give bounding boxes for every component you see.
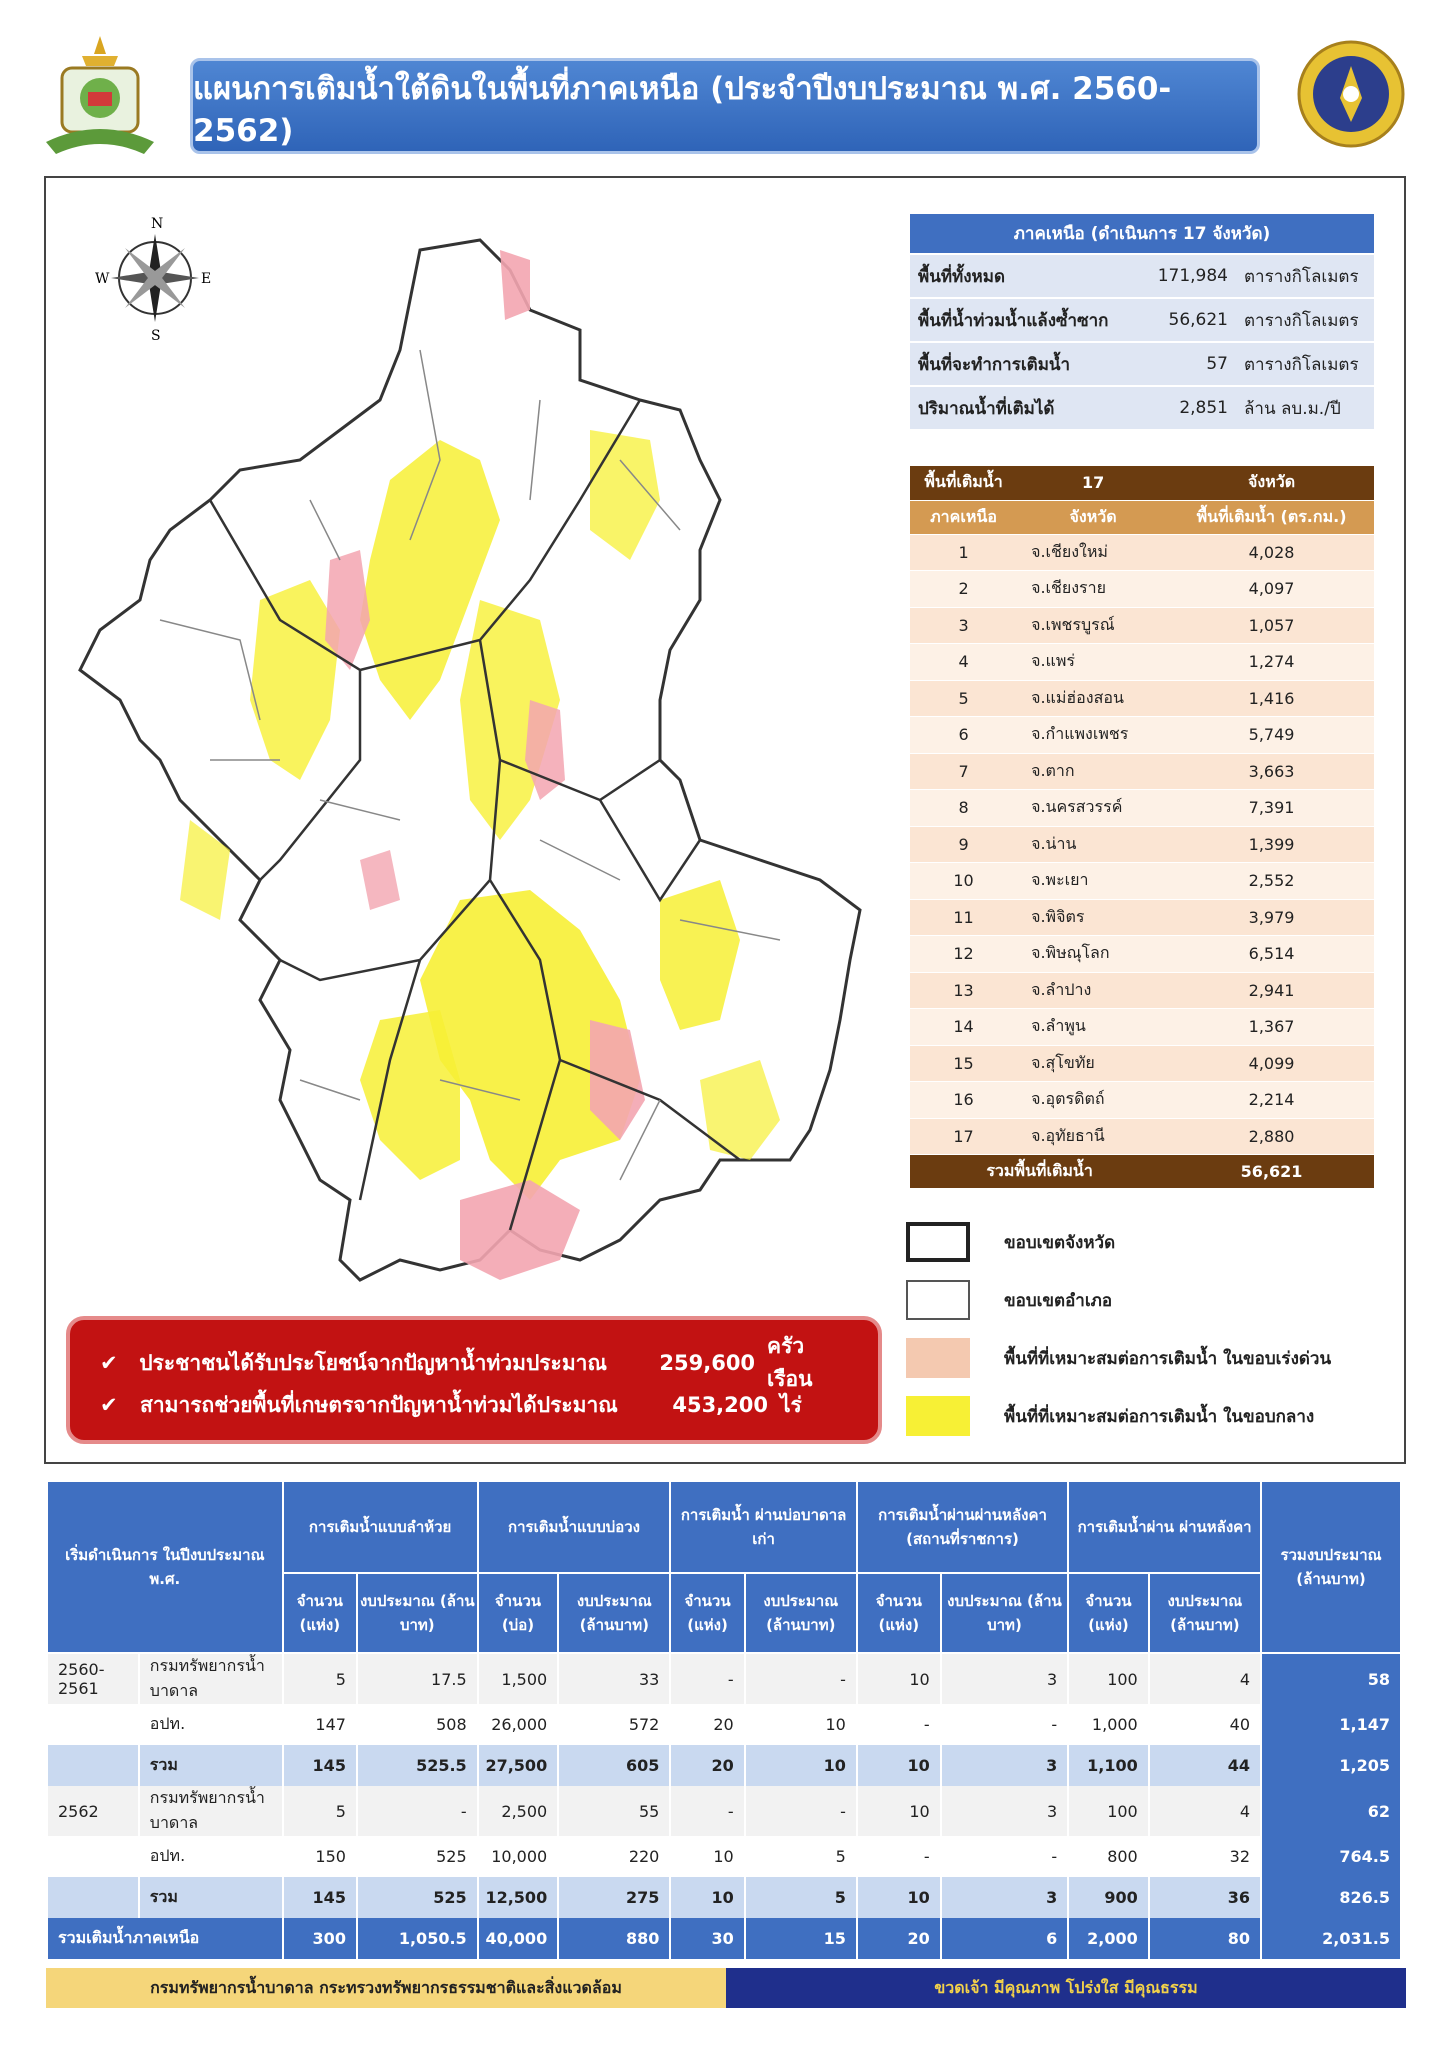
budget-cell: 1,100 <box>1068 1745 1149 1786</box>
budget-subhead: จำนวน (แห่ง) <box>670 1573 744 1653</box>
budget-row <box>47 1653 1401 1704</box>
budget-cell: 3 <box>941 1745 1069 1786</box>
budget-cell: 10 <box>857 1877 941 1918</box>
budget-cell: 3 <box>941 1877 1069 1918</box>
footer-department: กรมทรัพยากรน้ำบาดาล กระทรวงทรัพยากรธรรมชาติและสิ่งแวดล้อม <box>46 1968 726 2008</box>
province-no: 11 <box>910 899 1017 936</box>
legend-medium-suitability: พื้นที่ที่เหมาะสมต่อการเติมน้ำ ในขอบกลาง <box>906 1396 1314 1436</box>
province-row <box>910 717 1374 754</box>
province-name: จ.แม่ฮ่องสอน <box>1017 680 1169 717</box>
budget-row-total: 62 <box>1261 1786 1401 1836</box>
legend-swatch-province <box>906 1222 970 1262</box>
budget-cell: 100 <box>1068 1653 1149 1704</box>
budget-cell: 4 <box>1149 1786 1261 1836</box>
province-header-count: 17 <box>1017 466 1169 500</box>
budget-row <box>47 1786 1401 1836</box>
budget-cell: 10 <box>857 1653 941 1704</box>
col-province: จังหวัด <box>1017 500 1169 534</box>
budget-cell: 20 <box>670 1704 744 1745</box>
province-name: จ.เชียงใหม่ <box>1017 534 1169 571</box>
budget-year <box>47 1745 139 1786</box>
budget-cell: 10 <box>745 1745 857 1786</box>
budget-cell: 5 <box>745 1836 857 1877</box>
province-total-label: รวมพื้นที่เติมน้ำ <box>910 1155 1169 1189</box>
budget-cell: 150 <box>283 1836 357 1877</box>
budget-cell: 36 <box>1149 1877 1261 1918</box>
province-name: จ.พิษณุโลก <box>1017 936 1169 973</box>
province-row <box>910 936 1374 973</box>
province-name: จ.ตาก <box>1017 753 1169 790</box>
province-no: 2 <box>910 571 1017 608</box>
province-row <box>910 644 1374 681</box>
province-no: 4 <box>910 644 1017 681</box>
page-title: แผนการเติมน้ำใต้ดินในพื้นที่ภาคเหนือ (ประจำปีงบประมาณ พ.ศ. 2560-2562) <box>190 58 1260 154</box>
province-name: จ.พิจิตร <box>1017 899 1169 936</box>
budget-agency: อปท. <box>139 1836 283 1877</box>
budget-subhead: งบประมาณ (ล้านบาท) <box>745 1573 857 1653</box>
budget-cell: 1,050.5 <box>357 1918 478 1959</box>
budget-cell: 145 <box>283 1745 357 1786</box>
province-no: 15 <box>910 1045 1017 1082</box>
budget-group: การเติมน้ำ ผ่านบ่อบาดาลเก่า <box>670 1481 857 1573</box>
budget-cell: 100 <box>1068 1786 1149 1836</box>
province-area: 6,514 <box>1169 936 1374 973</box>
province-no: 7 <box>910 753 1017 790</box>
budget-cell: 30 <box>670 1918 744 1959</box>
province-no: 3 <box>910 607 1017 644</box>
province-no: 9 <box>910 826 1017 863</box>
budget-cell: 17.5 <box>357 1653 478 1704</box>
budget-agency: รวม <box>139 1745 283 1786</box>
budget-cell: 20 <box>670 1745 744 1786</box>
compass-rose-icon <box>95 212 215 342</box>
province-area: 1,416 <box>1169 680 1374 717</box>
budget-cell: - <box>745 1653 857 1704</box>
province-area: 2,941 <box>1169 972 1374 1009</box>
province-no: 16 <box>910 1082 1017 1119</box>
compass-east: E <box>201 271 212 287</box>
province-total-value: 56,621 <box>1169 1155 1374 1189</box>
budget-row-total: 826.5 <box>1261 1877 1401 1918</box>
budget-subhead: จำนวน (แห่ง) <box>857 1573 941 1653</box>
legend-swatch-district <box>906 1280 970 1320</box>
province-name: จ.อุตรดิตถ์ <box>1017 1082 1169 1119</box>
province-row <box>910 863 1374 900</box>
province-area: 3,663 <box>1169 753 1374 790</box>
budget-agency: กรมทรัพยากรน้ำบาดาล <box>139 1786 283 1836</box>
province-name: จ.กำแพงเพชร <box>1017 717 1169 754</box>
province-no: 10 <box>910 863 1017 900</box>
budget-subhead: งบประมาณ (ล้านบาท) <box>357 1573 478 1653</box>
benefit-row-households: ✔ ประชาชนได้รับประโยชน์จากปัญหาน้ำท่วมประมาณ 259,600 ครัวเรือน <box>100 1334 813 1391</box>
budget-cell: 55 <box>558 1786 670 1836</box>
summary-row: ปริมาณน้ำที่เติมได้ 2,851 ล้าน ลบ.ม./ปี <box>910 386 1374 430</box>
province-area: 2,552 <box>1169 863 1374 900</box>
compass-north: N <box>151 216 164 232</box>
department-seal-logo <box>1296 36 1406 152</box>
province-name: จ.น่าน <box>1017 826 1169 863</box>
budget-cell: - <box>941 1704 1069 1745</box>
budget-cell: 10,000 <box>478 1836 559 1877</box>
budget-row-total: 764.5 <box>1261 1836 1401 1877</box>
budget-cell: - <box>857 1704 941 1745</box>
checkmark-icon: ✔ <box>100 1351 118 1375</box>
budget-subhead: งบประมาณ (ล้านบาท) <box>558 1573 670 1653</box>
budget-cell: 800 <box>1068 1836 1149 1877</box>
budget-cell: - <box>857 1836 941 1877</box>
province-row <box>910 534 1374 571</box>
budget-cell: - <box>670 1653 744 1704</box>
province-header-unit: จังหวัด <box>1169 466 1374 500</box>
budget-cell: 44 <box>1149 1745 1261 1786</box>
budget-row <box>47 1704 1401 1745</box>
budget-cell: 4 <box>1149 1653 1261 1704</box>
budget-cell: 145 <box>283 1877 357 1918</box>
budget-agency: อปท. <box>139 1704 283 1745</box>
province-no: 13 <box>910 972 1017 1009</box>
budget-cell: - <box>745 1786 857 1836</box>
budget-year <box>47 1836 139 1877</box>
budget-group: การเติมน้ำแบบลำห้วย <box>283 1481 478 1573</box>
province-row <box>910 1009 1374 1046</box>
province-no: 17 <box>910 1118 1017 1155</box>
budget-subhead: จำนวน (บ่อ) <box>478 1573 559 1653</box>
compass-south: S <box>151 328 161 342</box>
province-name: จ.สุโขทัย <box>1017 1045 1169 1082</box>
legend-swatch-yellow <box>906 1396 970 1436</box>
legend-swatch-pink <box>906 1338 970 1378</box>
budget-cell: 508 <box>357 1704 478 1745</box>
province-name: จ.นครสวรรค์ <box>1017 790 1169 827</box>
budget-cell: 40 <box>1149 1704 1261 1745</box>
budget-year <box>47 1704 139 1745</box>
benefits-box <box>66 1316 882 1444</box>
province-header-label: พื้นที่เติมน้ำ <box>910 466 1017 500</box>
province-row <box>910 1118 1374 1155</box>
budget-row <box>47 1877 1401 1918</box>
province-area: 2,880 <box>1169 1118 1374 1155</box>
checkmark-icon: ✔ <box>100 1393 118 1417</box>
province-no: 6 <box>910 717 1017 754</box>
province-area: 7,391 <box>1169 790 1374 827</box>
budget-cell: 1,000 <box>1068 1704 1149 1745</box>
province-area: 2,214 <box>1169 1082 1374 1119</box>
province-area: 1,274 <box>1169 644 1374 681</box>
budget-subhead: จำนวน (แห่ง) <box>283 1573 357 1653</box>
budget-group: การเติมน้ำผ่านผ่านหลังคา (สถานที่ราชการ) <box>857 1481 1068 1573</box>
budget-group: การเติมน้ำผ่าน ผ่านหลังคา <box>1068 1481 1261 1573</box>
budget-row-total: 58 <box>1261 1653 1401 1704</box>
province-row <box>910 571 1374 608</box>
budget-cell: 33 <box>558 1653 670 1704</box>
budget-cell: 2,500 <box>478 1786 559 1836</box>
province-row <box>910 607 1374 644</box>
budget-cell: 40,000 <box>478 1918 559 1959</box>
budget-subhead: จำนวน (แห่ง) <box>1068 1573 1149 1653</box>
province-name: จ.พะเยา <box>1017 863 1169 900</box>
budget-cell: 10 <box>670 1877 744 1918</box>
province-row <box>910 899 1374 936</box>
province-area: 4,099 <box>1169 1045 1374 1082</box>
province-no: 14 <box>910 1009 1017 1046</box>
province-row <box>910 680 1374 717</box>
budget-cell: 220 <box>558 1836 670 1877</box>
province-no: 1 <box>910 534 1017 571</box>
budget-cell: 5 <box>745 1877 857 1918</box>
province-recharge-table <box>910 466 1374 1189</box>
budget-row <box>47 1836 1401 1877</box>
budget-subhead: งบประมาณ (ล้านบาท) <box>941 1573 1069 1653</box>
budget-cell: 20 <box>857 1918 941 1959</box>
budget-subhead: งบประมาณ (ล้านบาท) <box>1149 1573 1261 1653</box>
province-name: จ.ลำปาง <box>1017 972 1169 1009</box>
budget-cell: 32 <box>1149 1836 1261 1877</box>
budget-cell: 3 <box>941 1653 1069 1704</box>
budget-row-total: 2,031.5 <box>1261 1918 1401 1959</box>
budget-cell: 12,500 <box>478 1877 559 1918</box>
province-name: จ.เพชรบูรณ์ <box>1017 607 1169 644</box>
budget-cell: 10 <box>857 1745 941 1786</box>
province-no: 8 <box>910 790 1017 827</box>
budget-cell: 3 <box>941 1786 1069 1836</box>
province-row <box>910 790 1374 827</box>
budget-cell: 5 <box>283 1786 357 1836</box>
province-row <box>910 826 1374 863</box>
province-row <box>910 1082 1374 1119</box>
budget-year: 2562 <box>47 1786 139 1836</box>
budget-cell: 27,500 <box>478 1745 559 1786</box>
province-area: 4,097 <box>1169 571 1374 608</box>
budget-group: การเติมน้ำแบบบ่อวง <box>478 1481 671 1573</box>
budget-grand-label: รวมเติมน้ำภาคเหนือ <box>47 1918 283 1959</box>
budget-cell: 2,000 <box>1068 1918 1149 1959</box>
province-area: 5,749 <box>1169 717 1374 754</box>
footer-slogan: ขวดเจ้า มีคุณภาพ โปร่งใส มีคุณธรรม <box>726 1968 1406 2008</box>
budget-cell: 1,500 <box>478 1653 559 1704</box>
legend-district-boundary: ขอบเขตอำเภอ <box>906 1280 1112 1320</box>
budget-cell: - <box>357 1786 478 1836</box>
province-area: 1,367 <box>1169 1009 1374 1046</box>
legend-province-boundary: ขอบเขตจังหวัด <box>906 1222 1115 1262</box>
province-name: จ.อุทัยธานี <box>1017 1118 1169 1155</box>
budget-cell: 10 <box>670 1836 744 1877</box>
budget-cell: 275 <box>558 1877 670 1918</box>
legend-high-suitability: พื้นที่ที่เหมาะสมต่อการเติมน้ำ ในขอบเร่งด่วน <box>906 1338 1331 1378</box>
budget-head-period: เริ่มดำเนินการ ในปีงบประมาณ พ.ศ. <box>47 1481 283 1653</box>
budget-agency: กรมทรัพยากรน้ำบาดาล <box>139 1653 283 1704</box>
ministry-emblem-logo <box>42 32 158 162</box>
province-name: จ.ลำพูน <box>1017 1009 1169 1046</box>
budget-cell: 26,000 <box>478 1704 559 1745</box>
budget-cell: 15 <box>745 1918 857 1959</box>
budget-cell: 525.5 <box>357 1745 478 1786</box>
region-summary-table <box>910 214 1374 431</box>
budget-cell: 900 <box>1068 1877 1149 1918</box>
budget-head-total: รวมงบประมาณ (ล้านบาท) <box>1261 1481 1401 1653</box>
province-no: 12 <box>910 936 1017 973</box>
budget-cell: - <box>941 1836 1069 1877</box>
budget-grand-total-row <box>47 1918 1401 1959</box>
col-no: ภาคเหนือ <box>910 500 1017 534</box>
province-no: 5 <box>910 680 1017 717</box>
budget-cell: 5 <box>283 1653 357 1704</box>
budget-cell: 525 <box>357 1877 478 1918</box>
province-name: จ.เชียงราย <box>1017 571 1169 608</box>
budget-cell: 605 <box>558 1745 670 1786</box>
budget-table <box>46 1480 1402 1959</box>
budget-year: 2560-2561 <box>47 1653 139 1704</box>
province-row <box>910 1045 1374 1082</box>
budget-row-total: 1,147 <box>1261 1704 1401 1745</box>
benefit-row-farmland: ✔ สามารถช่วยพื้นที่เกษตรจากปัญหาน้ำท่วมได้ประมาณ 453,200 ไร่ <box>100 1392 802 1417</box>
province-row <box>910 753 1374 790</box>
budget-row-total: 1,205 <box>1261 1745 1401 1786</box>
summary-row: พื้นที่ทั้งหมด 171,984 ตารางกิโลเมตร <box>910 254 1374 298</box>
budget-agency: รวม <box>139 1877 283 1918</box>
province-area: 3,979 <box>1169 899 1374 936</box>
budget-cell: - <box>670 1786 744 1836</box>
summary-heading: ภาคเหนือ (ดำเนินการ 17 จังหวัด) <box>910 214 1374 254</box>
province-row <box>910 972 1374 1009</box>
budget-cell: 10 <box>745 1704 857 1745</box>
col-area: พื้นที่เติมน้ำ (ตร.กม.) <box>1169 500 1374 534</box>
budget-cell: 880 <box>558 1918 670 1959</box>
budget-cell: 80 <box>1149 1918 1261 1959</box>
budget-cell: 300 <box>283 1918 357 1959</box>
budget-row <box>47 1745 1401 1786</box>
province-area: 1,057 <box>1169 607 1374 644</box>
budget-cell: 6 <box>941 1918 1069 1959</box>
province-area: 4,028 <box>1169 534 1374 571</box>
budget-cell: 525 <box>357 1836 478 1877</box>
budget-cell: 147 <box>283 1704 357 1745</box>
budget-cell: 10 <box>857 1786 941 1836</box>
compass-west: W <box>95 271 110 287</box>
province-area: 1,399 <box>1169 826 1374 863</box>
northern-region-map <box>60 200 880 1300</box>
summary-row: พื้นที่น้ำท่วมน้ำแล้งซ้ำซาก 56,621 ตารางกิโลเมตร <box>910 298 1374 342</box>
budget-cell: 572 <box>558 1704 670 1745</box>
province-name: จ.แพร่ <box>1017 644 1169 681</box>
budget-year <box>47 1877 139 1918</box>
summary-row: พื้นที่จะทำการเติมน้ำ 57 ตารางกิโลเมตร <box>910 342 1374 386</box>
